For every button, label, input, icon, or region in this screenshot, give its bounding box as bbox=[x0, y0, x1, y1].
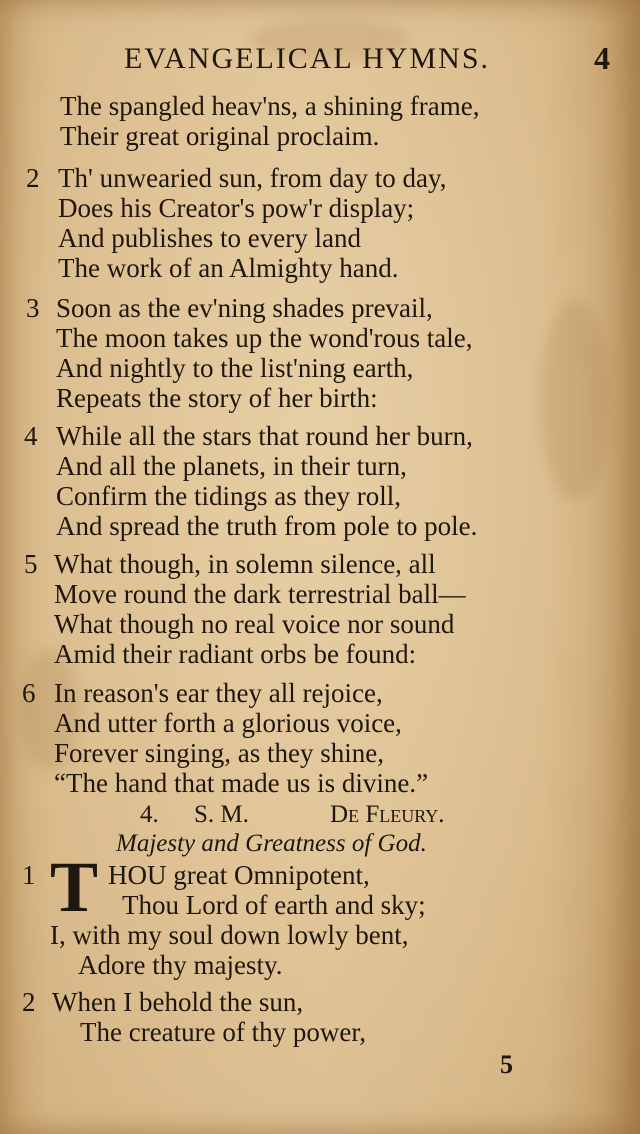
tune-initial: D bbox=[330, 801, 349, 828]
hymn-meter: S. M. bbox=[194, 801, 249, 828]
verse-line: What though no real voice nor sound bbox=[54, 609, 455, 639]
verse-line: Thou Lord of earth and sky; bbox=[122, 890, 426, 920]
verse-line: While all the stars that round her burn, bbox=[56, 421, 473, 451]
page-number: 4 bbox=[594, 40, 610, 76]
verse-line: What though, in solemn silence, all bbox=[54, 549, 436, 579]
hymn-tune bbox=[330, 800, 444, 830]
stanza-number: 2 bbox=[22, 987, 36, 1017]
verse-line: In reason's ear they all rejoice, bbox=[54, 678, 383, 708]
verse-line: The work of an Almighty hand. bbox=[58, 253, 399, 283]
verse-line: Soon as the ev'ning shades prevail, bbox=[56, 293, 433, 323]
stanza-number: 3 bbox=[26, 293, 40, 323]
verse-line: Amid their radiant orbs be found: bbox=[54, 639, 417, 669]
hymn-subtitle: Majesty and Greatness of God. bbox=[116, 830, 427, 857]
stanza-number: 1 bbox=[22, 860, 36, 890]
stanza-number: 5 bbox=[24, 549, 38, 579]
verse-line: Forever singing, as they shine, bbox=[54, 738, 384, 768]
verse-line: I, with my soul down lowly bent, bbox=[50, 920, 409, 950]
verse-line: Does his Creator's pow'r display; bbox=[58, 193, 415, 223]
verse-line: Repeats the story of her birth: bbox=[56, 383, 378, 413]
verse-line: Their great original proclaim. bbox=[60, 121, 380, 151]
verse-line: And nightly to the list'ning earth, bbox=[56, 353, 414, 383]
verse-line: When I behold the sun, bbox=[52, 987, 304, 1017]
running-title: EVANGELICAL HYMNS. bbox=[124, 42, 490, 75]
tune-rest: e bbox=[348, 801, 360, 828]
verse-line: HOU great Omnipotent, bbox=[108, 860, 370, 890]
page-header bbox=[0, 38, 640, 88]
tune-initial: F bbox=[365, 801, 380, 828]
verse-line: Th' unwearied sun, from day to day, bbox=[58, 163, 447, 193]
paper-stain bbox=[540, 300, 610, 500]
verse-line: The creature of thy power, bbox=[80, 1017, 367, 1047]
verse-line: Move round the dark terrestrial ball— bbox=[54, 579, 466, 609]
stanza-number: 6 bbox=[22, 678, 36, 708]
verse-line: The moon takes up the wond'rous tale, bbox=[56, 323, 473, 353]
verse-line: And all the planets, in their turn, bbox=[56, 451, 407, 481]
drop-cap: T bbox=[50, 847, 99, 927]
verse-line: And publishes to every land bbox=[58, 223, 361, 253]
verse-line: And utter forth a glorious voice, bbox=[54, 708, 402, 738]
hymn-number: 4. bbox=[140, 801, 159, 828]
catchword: 5 bbox=[500, 1050, 513, 1079]
verse-line: Adore thy majesty. bbox=[78, 950, 283, 980]
tune-rest: leury. bbox=[379, 801, 445, 828]
verse-line: “The hand that made us is divine.” bbox=[54, 768, 429, 798]
stanza-number: 2 bbox=[26, 163, 40, 193]
stanza-number: 4 bbox=[24, 421, 38, 451]
verse-line: Confirm the tidings as they roll, bbox=[56, 481, 401, 511]
verse-line: And spread the truth from pole to pole. bbox=[56, 511, 478, 541]
verse-line: The spangled heav'ns, a shining frame, bbox=[60, 91, 480, 121]
